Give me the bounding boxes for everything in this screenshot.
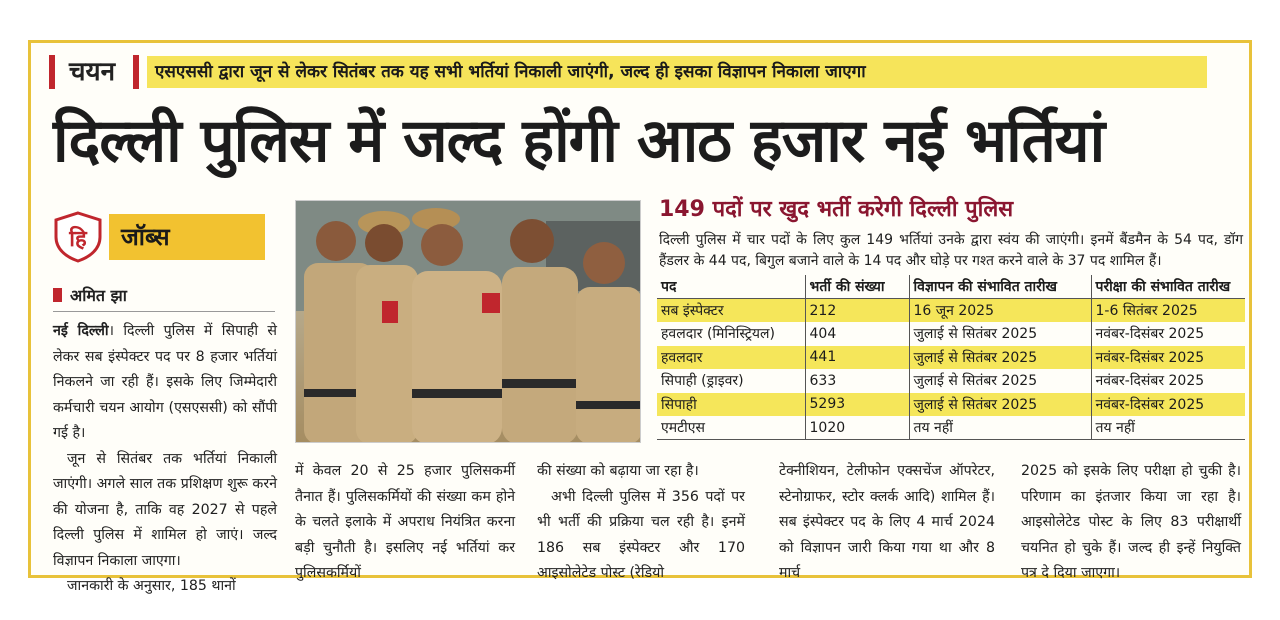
- article-column-2: [295, 459, 515, 587]
- table-cell: जुलाई से सितंबर 2025: [909, 322, 1091, 346]
- box-intro: दिल्ली पुलिस में चार पदों के लिए कुल 149 भर्तियां उनके द्वारा स्वंय की जाएंगी। इनमें बैंडमैन के 54 पद, डॉग हैंडलर के 44 पद, बिगुल बजाने वाले के 14 पद और घोड़े पर गश्त करने वाले के 37 पद शामिल हैं।: [659, 232, 1243, 269]
- table-cell: 16 जून 2025: [909, 299, 1091, 323]
- table-row: [657, 322, 1245, 346]
- table-cell: नवंबर-दिसंबर 2025: [1095, 373, 1205, 390]
- column-header-ad-date: विज्ञापन की संभावित तारीख: [909, 275, 1091, 299]
- table-cell: 441: [805, 346, 909, 370]
- column-header-post: पद: [657, 275, 805, 299]
- paragraph: टेक्नीशियन, टेलीफोन एक्सचेंज ऑपरेटर, स्टेनोग्राफर, स्टोर क्लर्क आदि) शामिल हैं। सब इंस्पेक्टर पद के लिए 4 मार्च 2024 को विज्ञापन जारी किया गया था और 8 मार्च: [779, 463, 995, 581]
- section-label-jobs: जॉब्स: [109, 214, 265, 260]
- article-column-4: [779, 459, 995, 587]
- paragraph: 2025 को इसके लिए परीक्षा हो चुकी है। परिणाम का इंतजार किया जा रहा है। आइसोलेटेड पोस्ट के लिए 83 परीक्षार्थी चयनित हो चुके हैं। जल्द ही इन्हें नियुक्ति पत्र दे दिया जाएगा।: [1021, 463, 1241, 581]
- table-row: [657, 346, 1245, 370]
- table-row: [657, 299, 1245, 323]
- table-cell: 5293: [805, 393, 909, 417]
- article-column-5: [1021, 459, 1241, 587]
- article-column-3: [537, 459, 745, 587]
- table-cell: नवंबर-दिसंबर 2025: [1091, 346, 1245, 370]
- table-row: [657, 369, 1245, 393]
- police-officers-photo: [295, 200, 641, 443]
- table-cell: जुलाई से सितंबर 2025: [909, 393, 1091, 417]
- paragraph: में केवल 20 से 25 हजार पुलिसकर्मी तैनात हैं। पुलिसकर्मियों की संख्या कम होने के चलते इलाके में अपराध नियंत्रित करना बड़ी चुनौती है। इसलिए नई भर्तियां कर पुलिसकर्मियों: [295, 463, 515, 581]
- dateline: नई दिल्ली: [53, 323, 109, 339]
- table-row: [657, 393, 1245, 417]
- table-cell: जुलाई से सितंबर 2025: [909, 346, 1091, 370]
- article-frame: [28, 40, 1252, 594]
- article-column-1: [53, 319, 277, 600]
- byline-marker: [53, 288, 62, 302]
- table-row: [657, 416, 1245, 440]
- paragraph: जानकारी के अनुसार, 185 थानों: [67, 578, 236, 594]
- table-cell: तय नहीं: [909, 416, 1091, 440]
- svg-text:हि: हि: [69, 227, 87, 252]
- column-header-exam-date: परीक्षा की संभावित तारीख: [1091, 275, 1245, 299]
- table-cell: 212: [805, 299, 909, 323]
- table-cell: सिपाही: [657, 393, 805, 417]
- table-cell: हवलदार: [657, 346, 805, 370]
- table-cell: जुलाई से सितंबर 2025: [909, 369, 1091, 393]
- table-cell: हवलदार (मिनिस्ट्रियल): [657, 322, 805, 346]
- table-cell: 633: [805, 369, 909, 393]
- table-cell: 1-6 सितंबर 2025: [1091, 299, 1245, 323]
- paragraph: [53, 319, 277, 447]
- table-header-row: [657, 275, 1245, 299]
- table-cell: तय नहीं: [1091, 416, 1245, 440]
- strap-text: एसएससी द्वारा जून से लेकर सितंबर तक यह सभी भर्तियां निकाली जाएंगी, जल्द ही इसका विज्ञापन निकाला जाएगा: [147, 56, 1207, 88]
- table-cell: सब इंस्पेक्टर: [657, 299, 805, 323]
- byline: [53, 284, 127, 306]
- byline-author: अमित झा: [70, 286, 127, 305]
- paragraph: की संख्या को बढ़ाया जा रहा है।: [537, 463, 699, 479]
- section-label-row: [53, 211, 265, 263]
- byline-divider: [53, 311, 275, 312]
- table-cell: एमटीएस: [657, 416, 805, 440]
- table-cell: सिपाही (ड्राइवर): [657, 369, 805, 393]
- table-cell: नवंबर-दिसंबर 2025: [1091, 393, 1245, 417]
- box-title: 149 पदों पर खुद भर्ती करेगी दिल्ली पुलिस: [659, 197, 1014, 222]
- paragraph: जून से सितंबर तक भर्तियां निकाली जाएंगी। अगले साल तक प्रशिक्षण शुरू करने की योजना है, ताकि वह 2027 से पहले दिल्ली पुलिस में शामिल हो जाएं। जल्द विज्ञापन निकाला जाएगा।: [53, 450, 277, 569]
- strap: [49, 55, 1207, 89]
- table-cell: 1020: [805, 416, 909, 440]
- paragraph: अभी दिल्ली पुलिस में 356 पदों पर भी भर्ती की प्रक्रिया चल रही है। इनमें 186 सब इंस्पेक्टर और 170 आइसोलेटेड पोस्ट (रेडियो: [537, 488, 745, 581]
- column-header-count: भर्ती की संख्या: [805, 275, 909, 299]
- headline: दिल्ली पुलिस में जल्द होंगी आठ हजार नई भर्तियां: [53, 106, 1105, 176]
- table-cell: 404: [805, 322, 909, 346]
- strap-kicker: चयन: [69, 57, 116, 87]
- newspaper-logo-icon: [53, 211, 103, 263]
- strap-divider-bar: [133, 55, 139, 89]
- table-cell: नवंबर-दिसंबर 2025: [1095, 326, 1205, 343]
- paragraph-text: । दिल्ली पुलिस में सिपाही से लेकर सब इंस्पेक्टर पद पर 8 हजार भर्तियां निकलने जा रही हैं। इसके लिए जिम्मेदारी कर्मचारी चयन आयोग (एसएससी) को सौंपी गई है।: [53, 323, 277, 441]
- recruitment-table: [657, 275, 1245, 440]
